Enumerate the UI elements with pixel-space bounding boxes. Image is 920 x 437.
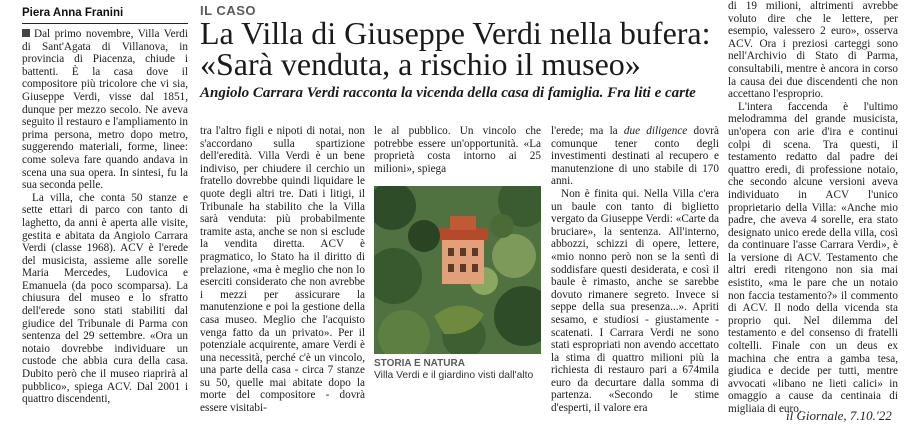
paragraph: le al pubblico. Un vincolo che potrebbe essere un'opportunità. «La proprietà costa intorno ai 25 milioni», spiega (374, 125, 541, 175)
article-column-1 (22, 28, 188, 406)
photo-caption: Villa Verdi e il giardino visti dall'alto (374, 370, 534, 381)
paragraph: La villa, che conta 50 stanze e sette ettari di parco con tanto di laghetto, da anni è aperta alle visite, gestita e abitata da Angiolo Carrara Verdi (classe 1968). ACV è l'erede del musicista, assieme alle sorelle Maria Mercedes, Ludovica e Emanuela (da poco scomparsa). La chiusura del museo e lo sfratto dell'erede sono stati stabiliti dal giudice del Tribunale di Parma con sentenza del 29 settembre. «Ora un notaio dovrebbe individuare un custode che abbia cura della casa. Dubito però che il museo riaprirà al pubblico», spiega ACV. Dal 2001 i quattro discendenti, (22, 191, 188, 406)
headline-line-2: «Sarà venduta, a rischio il museo» (200, 46, 641, 82)
paragraph: di 19 milioni, altrimenti avrebbe voluto dire che le lettere, per esempio, valessero 2 euro», osserva ACV. Ora i preziosi carteggi sono nell'Archivio di Stato di Parma, consultabili, mentre è ancora in corso la causa dei due discendenti che non accettano l'esproprio. (728, 0, 898, 101)
italic-term: due diligence (623, 125, 688, 137)
paragraph (551, 125, 719, 188)
text-fragment: l'erede; ma la (551, 125, 624, 137)
newspaper-source: il Giornale, 7.10.'22 (786, 408, 892, 423)
headline-line-1: La Villa di Giuseppe Verdi nella bufera: (200, 15, 711, 51)
headline (200, 15, 725, 82)
article-column-4 (551, 125, 719, 415)
paragraph-intro (22, 28, 188, 192)
paragraph-intro-text: Dal primo novembre, Villa Verdi di Sant'Agata di Villanova, in provincia di Piacenza, chiude i battenti. È la casa dove il compositore più tricolore che vi sia, Giuseppe Verdi, visse dal 1851, dunque per mezzo secolo. Ne aveva seguito il restauro e l'ampliamento in prima persona, metro dopo metro, suggerendo materiali, forme, linee: come soleva fare quando andava in scena una sua opera. In sintesi, fu la sua seconda pelle. (22, 28, 188, 192)
square-bullet-icon (22, 29, 30, 37)
article-column-5 (728, 0, 898, 416)
paragraph: tra l'altro figli e nipoti di notai, non s'accordano sulla spartizione dell'eredità. Villa Verdi è un bene indiviso, per chiudere il cerchio un fratello dovrebbe quindi liquidare le quote degli altri tre. Dati i litigi, il Tribunale ha stabilito che la Villa sarà venduta: più probabilmente tramite asta, anche se non si esclude la vendita diretta. ACV è pragmatico, lo Stato ha il diritto di prelazione, «ma è meglio che non lo eserciti considerato che non avrebbe i mezzi per assicurare la manutenzione e poi la gestione della casa museo. Meglio che l'acquisto venga fatto da un privato». Per il potenziale acquirente, amare Verdi è una necessità, perché c'è un vincolo, una parte della casa - circa 7 stanze su 50, quelle mai abitate dopo la morte del compositore - dovrà essere visitabi- (200, 125, 365, 415)
article-column-2 (200, 125, 365, 415)
article-column-3 (374, 125, 541, 175)
section-label: IL CASO (200, 3, 256, 18)
villa-aerial-illustration (374, 186, 541, 354)
text-fragment: dovrà comunque tener conto degli investimenti destinati al recupero e manutenzione di uno stabile di 170 anni. (551, 125, 719, 188)
photo-caption-label: STORIA E NATURA (374, 358, 465, 369)
paragraph: Non è finita qui. Nella Villa c'era un baule con tanto di biglietto vergato da Giuseppe Verdi: «Carte da bruciare», la sentenza. All'interno, abbozzi, schizzi di opere, lettere, «mio nonno però non se la sentì di soddisfare questi desiderata, e così il baule è rimasto, anche se sarebbe dovuto rimanere segreto. Invece si seppe della sua presenza...». Apriti sesamo, e studiosi - giustamente - scatenati. I Carrara Verdi ne sono stati espropriati non avendo accettato la stima di quattro milioni più la richiesta di restauro pari a 674mila euro da decurtare dalla somma di partenza. «Secondo le stime d'esperti, il valore era (551, 187, 719, 415)
villa-aerial-photo (374, 186, 541, 354)
paragraph: L'intera faccenda è l'ultimo melodramma del grande musicista, un'opera con arie d'ira e continui colpi di scena. Tra questi, il testamento redatto dal padre dei quattro eredi, di professione notaio, che secondo alcune versioni aveva individuato in ACV l'unico proprietario della Villa: «Anche mio padre, che aveva 4 sorelle, era stato designato unico erede della villa, così da continuare l'asse Carrara Verdi», è la versione di ACV. Testamento che altri eredi ritengono non sia mai esistito, «ma le pare che un notaio non faccia testamento?» il commento di ACV. Il nodo della vicenda sta proprio qui. Nel dilemma del testamento e del consenso di fratelli coltelli. Finale con un deus ex machina che entra a gamba tesa, giudica e decide per tutti, mentre avvocati «libano ne lieti calici» in omaggio a cause da centinaia di migliaia di euro. (728, 100, 898, 415)
subheadline: Angiolo Carrara Verdi racconta la vicenda della casa di famiglia. Fra liti e carte (200, 85, 696, 101)
author-byline: Piera Anna Franini (22, 6, 188, 24)
